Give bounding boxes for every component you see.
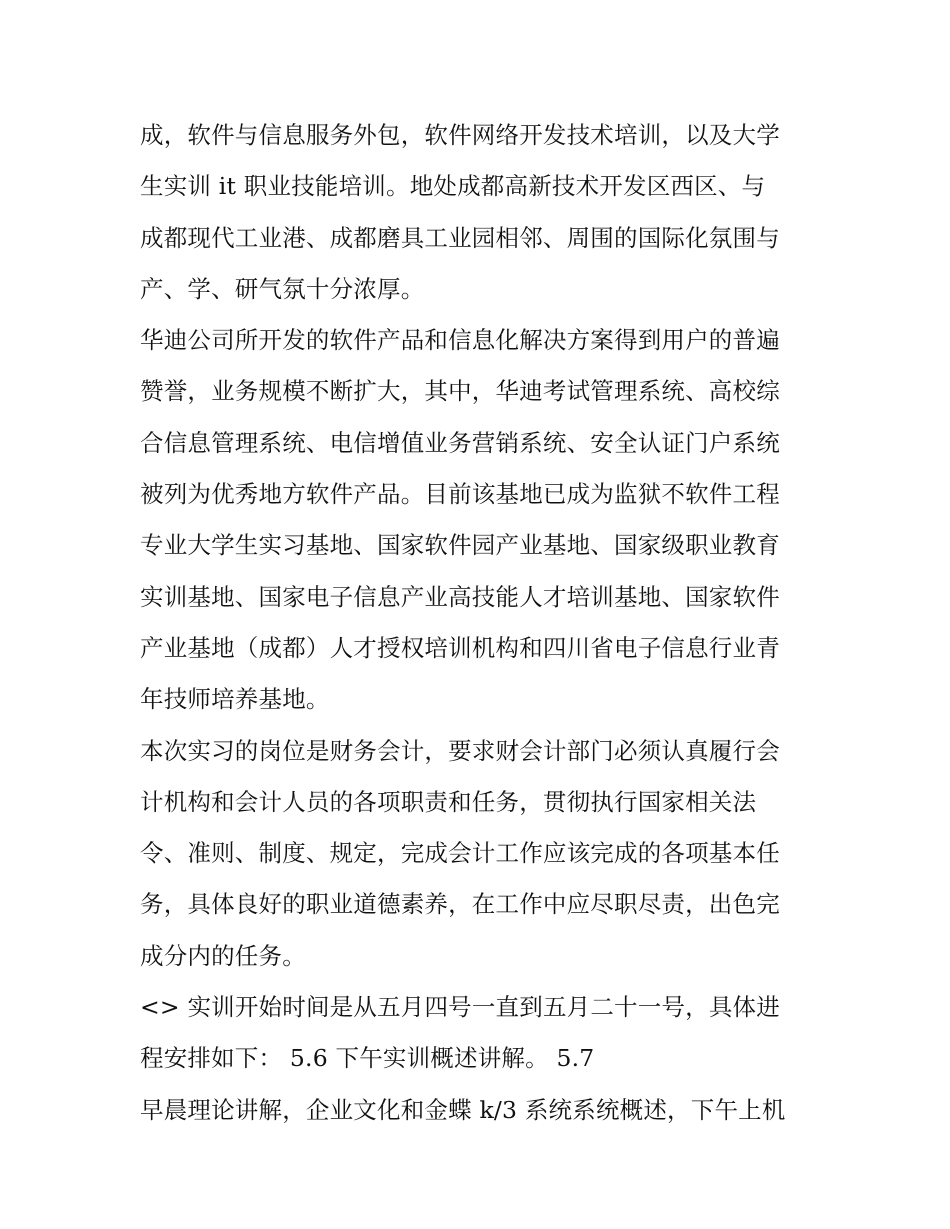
text-line: 令、准则、制度、规定，完成会计工作应该完成的各项基本任 — [140, 839, 780, 868]
text-line: 实训基地、国家电子信息产业高技能人才培训基地、国家软件 — [140, 582, 780, 611]
text-line: 计机构和会计人员的各项职责和任务，贯彻执行国家相关法 — [140, 787, 757, 816]
text-line: 早晨理论讲解，企业文化和金蝶 k/3 系统系统概述，下午上机 — [140, 1095, 786, 1124]
text-line: 成都现代工业港、成都磨具工业园相邻、周围的国际化氛围与 — [140, 223, 780, 252]
text-line: 赞誉，业务规模不断扩大，其中，华迪考试管理系统、高校综 — [140, 377, 780, 406]
text-line: 生实训 it 职业技能培训。地处成都高新技术开发区西区、与 — [140, 172, 766, 201]
text-line: 产业基地（成都）人才授权培训机构和四川省电子信息行业青 — [140, 633, 780, 662]
text-line: 成，软件与信息服务外包，软件网络开发技术培训，以及大学 — [140, 121, 780, 149]
text-line: 合信息管理系统、电信增值业务营销系统、安全认证门户系统 — [140, 428, 780, 457]
text-line: <> 实训开始时间是从五月四号一直到五月二十一号，具体进 — [140, 993, 780, 1022]
text-line: 产、学、研气氛十分浓厚。 — [140, 274, 425, 303]
body-text — [140, 110, 820, 1136]
text-line: 程安排如下： 5.6 下午实训概述讲解。 5.7 — [140, 1044, 595, 1073]
text-line: 专业大学生实习基地、国家软件园产业基地、国家级职业教育 — [140, 531, 780, 560]
text-line: 成分内的任务。 — [140, 941, 306, 970]
text-line: 本次实习的岗位是财务会计，要求财会计部门必须认真履行会 — [140, 736, 780, 765]
text-line: 务，具体良好的职业道德素养，在工作中应尽职尽责，出色完 — [140, 890, 780, 919]
text-line: 年技师培养基地。 — [140, 685, 330, 714]
text-line: 被列为优秀地方软件产品。目前该基地已成为监狱不软件工程 — [140, 480, 780, 509]
text-line: 华迪公司所开发的软件产品和信息化解决方案得到用户的普遍 — [140, 326, 780, 355]
